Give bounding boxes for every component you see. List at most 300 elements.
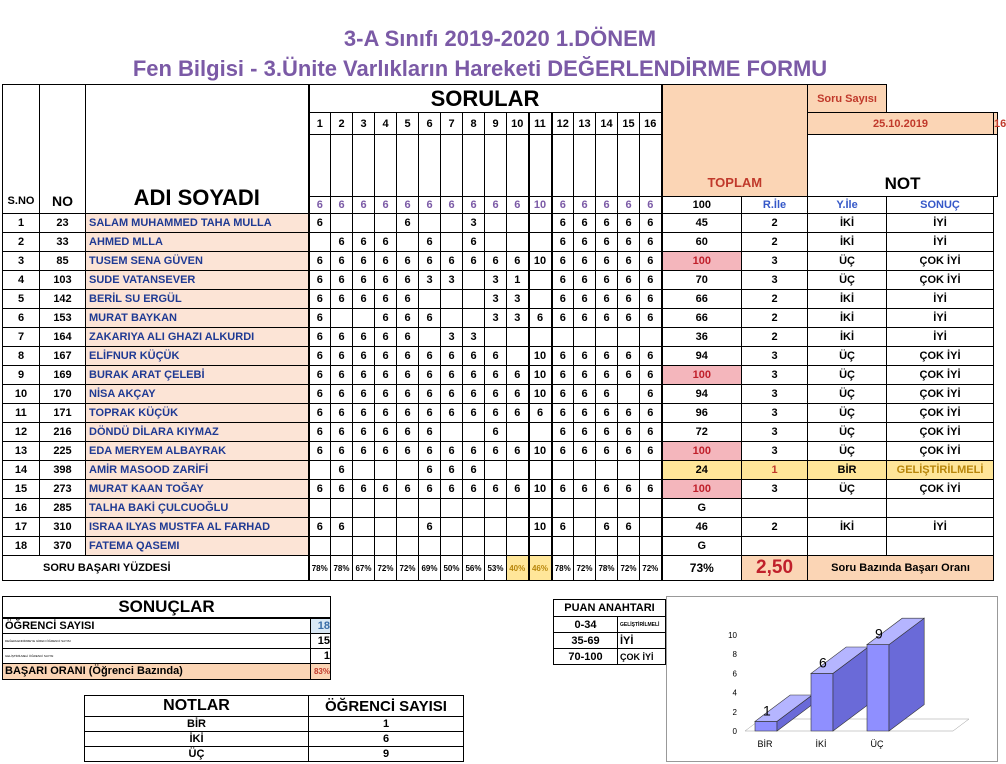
score-cell: 6 xyxy=(574,290,596,309)
question-cell xyxy=(485,135,507,197)
table-row xyxy=(3,537,998,556)
student-y-grade: ÜÇ xyxy=(808,252,887,271)
y-tick-label: 8 xyxy=(732,650,737,660)
average-label: Soru Bazında Başarı Oranı xyxy=(808,556,994,581)
score-cell: 6 xyxy=(574,385,596,404)
student-sno: 5 xyxy=(3,290,40,309)
score-cell xyxy=(529,214,552,233)
question-cell xyxy=(507,135,529,197)
score-cell: 6 xyxy=(309,404,331,423)
score-cell: 6 xyxy=(485,480,507,499)
question-points: 6 xyxy=(441,197,463,214)
score-cell: 6 xyxy=(331,347,353,366)
evaluated-count-value: 15 xyxy=(311,633,331,648)
y-tick-label: 6 xyxy=(732,669,737,679)
page-subtitle: Fen Bilgisi - 3.Ünite Varlıkların Hareketi DEĞERLENDİRME FORMU xyxy=(132,56,828,81)
score-cell xyxy=(596,461,618,480)
student-no: 170 xyxy=(40,385,86,404)
score-cell: 3 xyxy=(419,271,441,290)
x-tick-label: BİR xyxy=(757,739,773,749)
score-cell xyxy=(618,461,640,480)
score-cell: 6 xyxy=(596,404,618,423)
question-number: 14 xyxy=(596,113,618,135)
score-cell: 6 xyxy=(618,366,640,385)
date-value: 25.10.2019 xyxy=(808,113,994,135)
score-cell: 6 xyxy=(309,328,331,347)
score-cell xyxy=(618,385,640,404)
question-cell xyxy=(375,135,397,197)
score-cell: 6 xyxy=(640,442,662,461)
key-label: ÇOK İYİ xyxy=(618,649,666,665)
question-cell xyxy=(574,135,596,197)
score-cell: 6 xyxy=(419,252,441,271)
question-number: 9 xyxy=(485,113,507,135)
student-name: NİSA AKÇAY xyxy=(86,385,309,404)
score-cell: 6 xyxy=(331,328,353,347)
score-cell: 10 xyxy=(529,442,552,461)
score-cell: 6 xyxy=(640,480,662,499)
y-tick-label: 0 xyxy=(732,727,737,736)
score-cell: 6 xyxy=(331,461,353,480)
score-cell xyxy=(419,499,441,518)
score-cell: 6 xyxy=(552,385,574,404)
footer-row xyxy=(3,556,998,581)
question-number: 15 xyxy=(618,113,640,135)
question-points: 6 xyxy=(353,197,375,214)
question-success-pct: 72% xyxy=(375,556,397,581)
score-cell: 6 xyxy=(309,423,331,442)
score-cell: 6 xyxy=(375,347,397,366)
student-total: G xyxy=(662,499,742,518)
key-range: 35-69 xyxy=(554,633,618,649)
score-cell: 6 xyxy=(397,404,419,423)
y-tick-label: 4 xyxy=(732,688,737,698)
score-cell: 6 xyxy=(419,480,441,499)
score-cell: 6 xyxy=(574,347,596,366)
score-cell: 6 xyxy=(331,442,353,461)
table-row xyxy=(3,423,998,442)
score-cell: 6 xyxy=(618,404,640,423)
score-cell xyxy=(507,537,529,556)
score-cell: 6 xyxy=(419,442,441,461)
student-no: 169 xyxy=(40,366,86,385)
score-cell: 6 xyxy=(375,271,397,290)
score-cell: 6 xyxy=(552,366,574,385)
score-cell: 6 xyxy=(397,347,419,366)
score-cell: 6 xyxy=(397,385,419,404)
student-sno: 1 xyxy=(3,214,40,233)
question-success-pct: 72% xyxy=(640,556,662,581)
student-y-grade: BİR xyxy=(808,461,887,480)
student-no: 285 xyxy=(40,499,86,518)
student-name: DÖNDÜ DİLARA KIYMAZ xyxy=(86,423,309,442)
score-cell xyxy=(640,499,662,518)
score-cell: 6 xyxy=(552,309,574,328)
table-row xyxy=(3,328,998,347)
score-cell: 6 xyxy=(552,233,574,252)
score-cell xyxy=(441,518,463,537)
score-cell xyxy=(485,461,507,480)
score-cell: 6 xyxy=(618,480,640,499)
score-cell xyxy=(419,328,441,347)
score-cell: 6 xyxy=(353,252,375,271)
score-cell: 6 xyxy=(618,290,640,309)
score-cell xyxy=(397,537,419,556)
student-count-label: ÖĞRENCİ SAYISI xyxy=(3,618,311,633)
student-name: BERİL SU ERGÜL xyxy=(86,290,309,309)
student-no: 142 xyxy=(40,290,86,309)
student-result xyxy=(887,537,994,556)
student-no: 23 xyxy=(40,214,86,233)
score-cell xyxy=(640,461,662,480)
student-result: ÇOK İYİ xyxy=(887,347,994,366)
question-points: 6 xyxy=(640,197,662,214)
score-cell: 6 xyxy=(552,214,574,233)
table-row xyxy=(3,461,998,480)
score-cell: 6 xyxy=(640,385,662,404)
success-rate-label: BAŞARI ORANI (Öğrenci Bazında) xyxy=(3,663,311,679)
score-cell: 6 xyxy=(419,518,441,537)
student-sno: 7 xyxy=(3,328,40,347)
y-tick-label: 2 xyxy=(732,707,737,717)
score-cell: 3 xyxy=(463,328,485,347)
student-r-grade: 3 xyxy=(742,442,808,461)
question-success-pct: 53% xyxy=(485,556,507,581)
score-key-panel xyxy=(553,599,666,665)
score-cell: 6 xyxy=(375,385,397,404)
student-sno: 14 xyxy=(3,461,40,480)
score-cell: 6 xyxy=(596,309,618,328)
score-cell xyxy=(463,309,485,328)
average-grade: 2,50 xyxy=(742,556,808,581)
score-cell: 6 xyxy=(353,290,375,309)
score-cell xyxy=(441,537,463,556)
note-label: ÜÇ xyxy=(85,747,309,762)
student-result: ÇOK İYİ xyxy=(887,366,994,385)
score-cell: 6 xyxy=(618,442,640,461)
score-cell: 6 xyxy=(596,366,618,385)
question-cell xyxy=(419,135,441,197)
student-total: 60 xyxy=(662,233,742,252)
score-cell: 10 xyxy=(529,480,552,499)
bar-front xyxy=(867,645,889,731)
score-cell: 6 xyxy=(552,347,574,366)
score-cell xyxy=(552,328,574,347)
score-cell xyxy=(596,328,618,347)
score-cell: 6 xyxy=(463,461,485,480)
question-number: 8 xyxy=(463,113,485,135)
score-cell: 6 xyxy=(596,252,618,271)
score-cell: 6 xyxy=(419,385,441,404)
student-sno: 12 xyxy=(3,423,40,442)
student-sno: 9 xyxy=(3,366,40,385)
score-cell: 6 xyxy=(574,480,596,499)
student-no: 273 xyxy=(40,480,86,499)
score-cell xyxy=(485,518,507,537)
student-result: ÇOK İYİ xyxy=(887,385,994,404)
score-cell: 6 xyxy=(529,404,552,423)
table-row xyxy=(3,366,998,385)
score-cell: 6 xyxy=(552,518,574,537)
score-cell: 6 xyxy=(463,480,485,499)
question-success-pct: 72% xyxy=(574,556,596,581)
student-no: 153 xyxy=(40,309,86,328)
question-cell xyxy=(441,135,463,197)
table-row xyxy=(3,404,998,423)
table-row xyxy=(3,385,998,404)
score-cell: 6 xyxy=(375,233,397,252)
student-name: ISRAA ILYAS MUSTFA AL FARHAD xyxy=(86,518,309,537)
score-cell: 6 xyxy=(640,423,662,442)
score-cell: 6 xyxy=(640,252,662,271)
student-name: MURAT BAYKAN xyxy=(86,309,309,328)
score-cell: 6 xyxy=(397,252,419,271)
score-cell: 6 xyxy=(574,442,596,461)
question-points: 6 xyxy=(574,197,596,214)
student-r-grade: 2 xyxy=(742,309,808,328)
score-cell: 6 xyxy=(574,233,596,252)
student-r-grade: 3 xyxy=(742,423,808,442)
score-cell: 6 xyxy=(463,385,485,404)
student-total: 46 xyxy=(662,518,742,537)
score-cell: 6 xyxy=(353,404,375,423)
score-cell xyxy=(552,499,574,518)
student-total: G xyxy=(662,537,742,556)
question-success-pct: 40% xyxy=(507,556,529,581)
student-r-grade: 2 xyxy=(742,214,808,233)
student-r-grade: 3 xyxy=(742,366,808,385)
question-cell xyxy=(640,135,662,197)
student-sno: 15 xyxy=(3,480,40,499)
score-cell: 6 xyxy=(463,442,485,461)
score-cell: 6 xyxy=(375,404,397,423)
question-points: 6 xyxy=(507,197,529,214)
score-cell: 3 xyxy=(507,290,529,309)
score-cell: 6 xyxy=(309,480,331,499)
score-cell: 6 xyxy=(309,309,331,328)
score-cell: 6 xyxy=(309,347,331,366)
score-cell xyxy=(507,423,529,442)
student-sno: 4 xyxy=(3,271,40,290)
score-cell: 6 xyxy=(596,233,618,252)
question-cell xyxy=(529,135,552,197)
score-cell xyxy=(375,499,397,518)
student-result: İYİ xyxy=(887,214,994,233)
score-cell: 6 xyxy=(596,290,618,309)
score-cell: 6 xyxy=(309,442,331,461)
score-cell xyxy=(529,290,552,309)
score-cell xyxy=(309,461,331,480)
score-cell: 6 xyxy=(331,290,353,309)
score-cell: 6 xyxy=(485,423,507,442)
score-cell: 6 xyxy=(640,309,662,328)
summary-title: SONUÇLAR xyxy=(3,597,331,619)
student-sno: 3 xyxy=(3,252,40,271)
student-total: 96 xyxy=(662,404,742,423)
y-ile-header: Y.İle xyxy=(808,197,887,214)
score-cell: 6 xyxy=(507,366,529,385)
student-y-grade: ÜÇ xyxy=(808,423,887,442)
student-r-grade xyxy=(742,499,808,518)
score-cell xyxy=(331,214,353,233)
question-number: 6 xyxy=(419,113,441,135)
student-result: GELİŞTİRİLMELİ xyxy=(887,461,994,480)
score-cell: 6 xyxy=(309,271,331,290)
score-cell xyxy=(419,537,441,556)
score-cell xyxy=(507,233,529,252)
score-cell xyxy=(574,537,596,556)
score-cell: 6 xyxy=(309,366,331,385)
question-points: 6 xyxy=(309,197,331,214)
score-cell xyxy=(529,271,552,290)
student-total: 66 xyxy=(662,309,742,328)
score-cell: 6 xyxy=(640,290,662,309)
question-points: 6 xyxy=(618,197,640,214)
score-cell: 6 xyxy=(353,366,375,385)
score-cell: 6 xyxy=(485,252,507,271)
header-total: TOPLAM xyxy=(662,85,808,197)
student-no: 225 xyxy=(40,442,86,461)
score-cell: 6 xyxy=(331,518,353,537)
score-cell: 6 xyxy=(375,442,397,461)
score-cell: 6 xyxy=(331,252,353,271)
score-cell xyxy=(485,499,507,518)
score-cell xyxy=(353,214,375,233)
student-name: TALHA BAKİ ÇULCUOĞLU xyxy=(86,499,309,518)
student-name: BURAK ARAT ÇELEBİ xyxy=(86,366,309,385)
student-count-value: 18 xyxy=(311,618,331,633)
table-row xyxy=(3,214,998,233)
score-cell: 6 xyxy=(552,442,574,461)
score-cell xyxy=(419,290,441,309)
question-points: 6 xyxy=(375,197,397,214)
question-number: 10 xyxy=(507,113,529,135)
student-r-grade: 3 xyxy=(742,252,808,271)
student-result: ÇOK İYİ xyxy=(887,252,994,271)
header-no: NO xyxy=(40,85,86,214)
score-cell: 3 xyxy=(441,271,463,290)
score-cell xyxy=(309,233,331,252)
score-cell xyxy=(618,328,640,347)
score-cell xyxy=(574,328,596,347)
score-cell xyxy=(596,499,618,518)
notes-count-header: ÖĞRENCİ SAYISI xyxy=(309,696,464,717)
question-success-pct: 78% xyxy=(552,556,574,581)
grade-header: NOT xyxy=(808,135,998,197)
score-cell xyxy=(353,518,375,537)
score-cell: 6 xyxy=(463,404,485,423)
question-success-pct: 78% xyxy=(331,556,353,581)
score-cell xyxy=(353,309,375,328)
score-cell xyxy=(397,461,419,480)
student-name: TUSEM SENA GÜVEN xyxy=(86,252,309,271)
table-row xyxy=(3,233,998,252)
student-y-grade: ÜÇ xyxy=(808,385,887,404)
score-cell: 6 xyxy=(353,347,375,366)
question-points: 10 xyxy=(529,197,552,214)
score-cell xyxy=(353,537,375,556)
bar-data-label: 1 xyxy=(763,702,771,719)
score-cell xyxy=(640,518,662,537)
score-cell xyxy=(463,537,485,556)
score-cell: 6 xyxy=(596,442,618,461)
score-cell: 6 xyxy=(375,252,397,271)
question-points: 6 xyxy=(552,197,574,214)
score-cell: 6 xyxy=(375,309,397,328)
score-cell: 6 xyxy=(331,385,353,404)
score-cell xyxy=(507,499,529,518)
question-number: 13 xyxy=(574,113,596,135)
score-cell: 6 xyxy=(331,423,353,442)
bar-front xyxy=(755,721,777,731)
score-cell: 6 xyxy=(552,271,574,290)
student-no: 85 xyxy=(40,252,86,271)
score-cell xyxy=(507,214,529,233)
question-cell xyxy=(596,135,618,197)
score-cell: 10 xyxy=(529,366,552,385)
score-cell xyxy=(331,309,353,328)
score-cell: 10 xyxy=(529,252,552,271)
score-cell xyxy=(397,499,419,518)
score-cell: 6 xyxy=(331,480,353,499)
score-cell: 6 xyxy=(574,271,596,290)
question-success-pct: 56% xyxy=(463,556,485,581)
score-cell: 6 xyxy=(463,252,485,271)
score-cell: 6 xyxy=(353,480,375,499)
score-cell xyxy=(441,290,463,309)
r-ile-header: R.İle xyxy=(742,197,808,214)
student-sno: 6 xyxy=(3,309,40,328)
student-no: 167 xyxy=(40,347,86,366)
score-cell: 3 xyxy=(441,328,463,347)
score-cell xyxy=(507,518,529,537)
score-cell: 6 xyxy=(552,423,574,442)
score-cell: 6 xyxy=(331,271,353,290)
score-cell: 6 xyxy=(309,518,331,537)
student-no: 164 xyxy=(40,328,86,347)
needs-improvement-value: 1 xyxy=(311,648,331,663)
student-name: AMİR MASOOD ZARİFİ xyxy=(86,461,309,480)
question-points: 6 xyxy=(331,197,353,214)
score-cell: 6 xyxy=(309,385,331,404)
notes-panel xyxy=(84,695,464,762)
student-no: 310 xyxy=(40,518,86,537)
header-sno: S.NO xyxy=(3,85,40,214)
score-cell: 6 xyxy=(353,423,375,442)
student-result: İYİ xyxy=(887,328,994,347)
student-y-grade: ÜÇ xyxy=(808,366,887,385)
score-cell: 6 xyxy=(419,461,441,480)
student-name: MURAT KAAN TOĞAY xyxy=(86,480,309,499)
score-cell: 10 xyxy=(529,347,552,366)
question-success-pct: 67% xyxy=(353,556,375,581)
score-cell xyxy=(375,461,397,480)
score-cell: 10 xyxy=(529,385,552,404)
score-cell: 6 xyxy=(618,518,640,537)
student-r-grade: 3 xyxy=(742,385,808,404)
question-success-pct: 69% xyxy=(419,556,441,581)
score-cell: 6 xyxy=(618,423,640,442)
student-result: ÇOK İYİ xyxy=(887,271,994,290)
header-questions: SORULAR xyxy=(309,85,662,113)
score-cell xyxy=(529,233,552,252)
question-cell xyxy=(309,135,331,197)
bar-data-label: 9 xyxy=(875,625,883,642)
table-row xyxy=(3,480,998,499)
score-cell: 6 xyxy=(331,233,353,252)
score-cell: 6 xyxy=(640,233,662,252)
student-total: 100 xyxy=(662,366,742,385)
